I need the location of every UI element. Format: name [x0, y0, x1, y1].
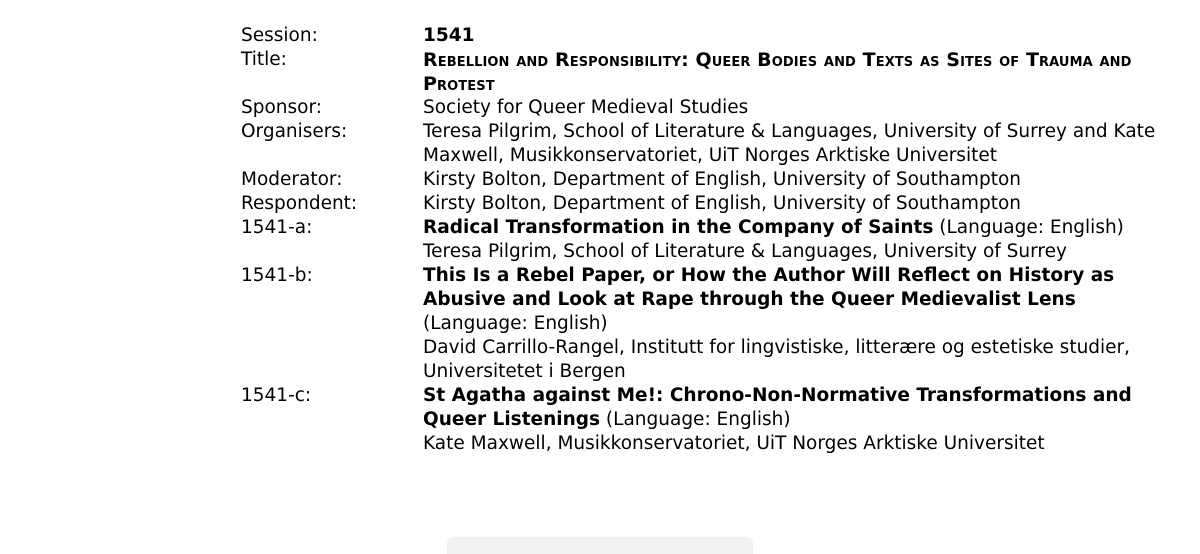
organisers-label: Organisers: [241, 121, 348, 142]
paper-author: Kate Maxwell, Musikkonservatoriet, UiT Norges Arktiske Universitet [423, 433, 1045, 454]
session-number: 1541 [423, 25, 475, 46]
moderator-row [241, 168, 1161, 192]
respondent-value: Kirsty Bolton, Department of English, University of Southampton [423, 193, 1021, 214]
respondent-label: Respondent: [241, 193, 358, 214]
paper-id: 1541-c: [241, 385, 312, 406]
title-label: Title: [241, 49, 287, 70]
paper-language: (Language: English) [423, 313, 608, 334]
paper-title: St Agatha against Me!: Chrono-Non-Normative Transformations and Queer Listenings [423, 385, 1132, 430]
paper-author: David Carrillo-Rangel, Institutt for lingvistiske, litterære og estetiske studier, Universitetet i Bergen [423, 337, 1131, 382]
session-title: Rebellion and Responsibility: Queer Bodies and Texts as Sites of Trauma and Protest [423, 49, 1132, 95]
bottom-scroll-bar [447, 537, 753, 554]
paper-language: (Language: English) [605, 409, 791, 430]
session-row [241, 24, 1161, 48]
organisers-value: Teresa Pilgrim, School of Literature & Languages, University of Surrey and Kate Maxwell, Musikkonservatoriet, UiT Norges Arktiske Universitet [423, 121, 1156, 166]
paper-entry [423, 216, 1161, 264]
paper-title: This Is a Rebel Paper, or How the Author Will Reflect on History as Abusive and Look at Rape through the Queer Medievalist Lens [423, 265, 1115, 310]
session-listing [241, 24, 1161, 456]
paper-author: Teresa Pilgrim, School of Literature & Languages, University of Surrey [423, 241, 1067, 262]
organisers-row [241, 120, 1161, 168]
paper-entry [423, 264, 1161, 384]
paper-heading [423, 384, 1161, 432]
moderator-label: Moderator: [241, 169, 343, 190]
paper-row-c [241, 384, 1161, 456]
paper-entry [423, 384, 1161, 456]
paper-id: 1541-b: [241, 265, 313, 286]
paper-row-b [241, 264, 1161, 384]
moderator-value: Kirsty Bolton, Department of English, University of Southampton [423, 169, 1021, 190]
title-row [241, 48, 1161, 96]
sponsor-row [241, 96, 1161, 120]
paper-language: (Language: English) [939, 217, 1124, 238]
sponsor-value: Society for Queer Medieval Studies [423, 97, 749, 118]
paper-heading [423, 264, 1161, 336]
session-label: Session: [241, 25, 318, 46]
paper-row-a [241, 216, 1161, 264]
paper-heading [423, 216, 1161, 240]
paper-title: Radical Transformation in the Company of Saints [423, 217, 934, 238]
respondent-row [241, 192, 1161, 216]
paper-id: 1541-a: [241, 217, 313, 238]
sponsor-label: Sponsor: [241, 97, 323, 118]
